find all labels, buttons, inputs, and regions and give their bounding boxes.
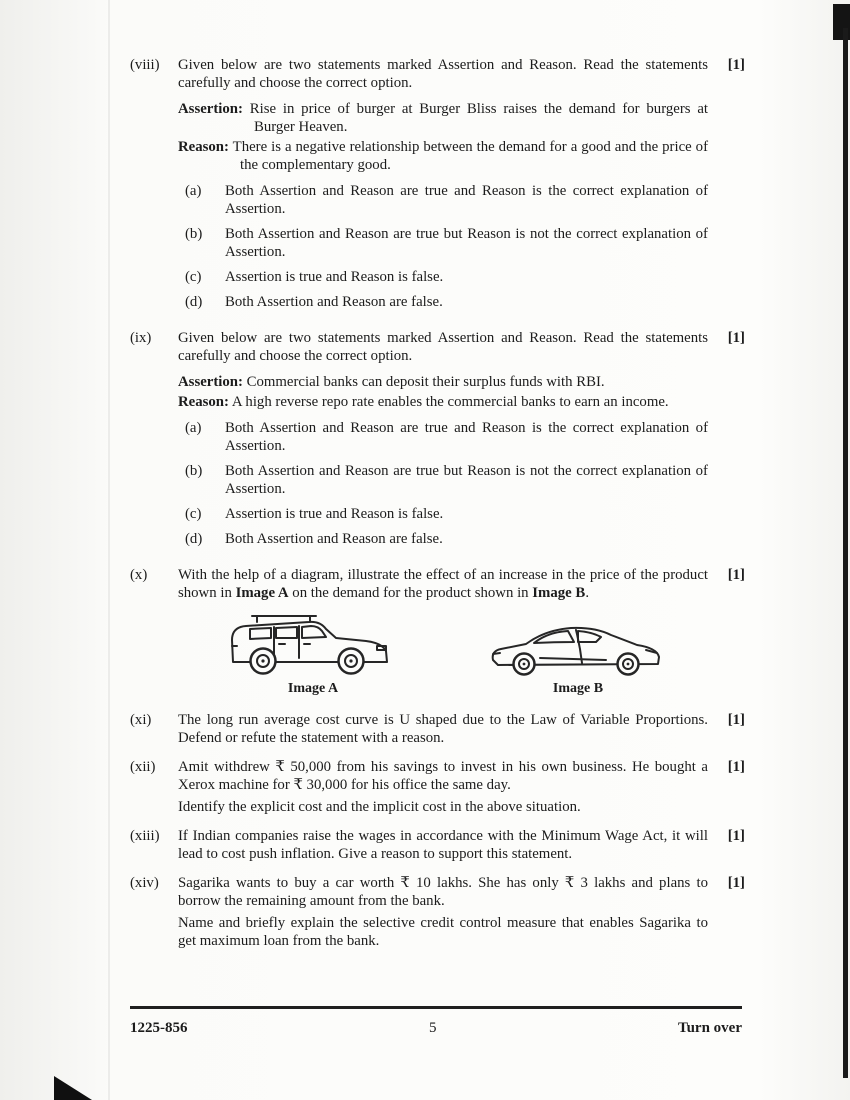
option-text: Both Assertion and Reason are false. xyxy=(225,294,443,310)
assertion-text: Rise in price of burger at Burger Bliss raises the demand for burgers at Burger Heaven. xyxy=(249,101,708,135)
scan-fold-line xyxy=(108,0,110,1100)
question-number: (xi) xyxy=(130,712,152,728)
question-text xyxy=(178,566,708,602)
reason-label: Reason: xyxy=(178,139,229,155)
option-text: Both Assertion and Reason are false. xyxy=(225,531,443,547)
option-label: (d) xyxy=(185,531,203,547)
option-text: Both Assertion and Reason are true and Reason is the correct explanation of Assertion. xyxy=(225,183,708,217)
marks-badge: [1] xyxy=(727,828,745,844)
image-a-reference: Image A xyxy=(235,585,289,601)
question-number: (x) xyxy=(130,567,148,583)
question-text-followup: Name and briefly explain the selective credit control measure that enables Sagarika to get maximum loan from the bank. xyxy=(178,915,708,949)
options-list xyxy=(178,182,708,311)
option-label: (a) xyxy=(185,420,202,436)
question-number: (viii) xyxy=(130,57,160,73)
option-c xyxy=(185,505,708,523)
image-a-caption: Image A xyxy=(287,681,339,696)
question-xiv xyxy=(130,874,745,950)
marks-badge: [1] xyxy=(727,875,745,891)
option-text: Assertion is true and Reason is false. xyxy=(225,506,444,522)
question-number: (xii) xyxy=(130,759,156,775)
scan-artifact-right-edge xyxy=(843,28,848,1078)
question-text-followup: Identify the explicit cost and the implicit cost in the above situation. xyxy=(178,799,581,815)
marks-badge: [1] xyxy=(727,567,745,583)
question-text: If Indian companies raise the wages in accordance with the Minimum Wage Act, it will lead to cost push inflation. Give a reason to support this statement. xyxy=(178,828,708,862)
question-text-part: on the demand for the product shown in xyxy=(288,585,533,601)
marks-badge: [1] xyxy=(727,759,745,775)
option-d xyxy=(185,530,708,548)
option-b xyxy=(185,462,708,498)
option-a xyxy=(185,419,708,455)
reason-label: Reason: xyxy=(178,394,229,410)
question-text: The long run average cost curve is U shaped due to the Law of Variable Proportions. Defend or refute the statement with a reason. xyxy=(178,712,708,746)
paper-code: 1225-856 xyxy=(130,1020,188,1036)
assertion-label: Assertion: xyxy=(178,374,243,390)
option-label: (a) xyxy=(185,183,202,199)
reason-text: There is a negative relationship between the demand for a good and the price of the complementary good. xyxy=(232,139,708,173)
question-images xyxy=(223,610,708,698)
scan-artifact-bottom-left xyxy=(54,1076,92,1100)
question-ix xyxy=(130,329,745,555)
option-a xyxy=(185,182,708,218)
suv-car-illustration xyxy=(223,610,403,676)
question-text: Amit withdrew ₹ 50,000 from his savings to invest in his own business. He bought a Xerox machine for ₹ 30,000 for his office the same day. xyxy=(178,759,708,793)
image-b-figure xyxy=(488,620,668,698)
assertion-text: Commercial banks can deposit their surplus funds with RBI. xyxy=(246,374,605,390)
options-list xyxy=(178,419,708,548)
question-intro: Given below are two statements marked Assertion and Reason. Read the statements carefully and choose the correct option. xyxy=(178,57,708,91)
option-b xyxy=(185,225,708,261)
option-c xyxy=(185,268,708,286)
assertion-line xyxy=(178,373,708,391)
question-text-part: With the help of a diagram, illustrate the effect of an increase in the price of the product shown in xyxy=(178,567,708,601)
marks-badge: [1] xyxy=(727,57,745,73)
question-text: Sagarika wants to buy a car worth ₹ 10 lakhs. She has only ₹ 3 lakhs and plans to borrow the remaining amount from the bank. xyxy=(178,875,708,909)
question-number: (xiv) xyxy=(130,875,159,891)
turn-over-label: Turn over xyxy=(677,1020,742,1036)
question-viii xyxy=(130,56,745,318)
image-b-caption: Image B xyxy=(552,681,604,696)
option-label: (b) xyxy=(185,463,203,479)
question-intro: Given below are two statements marked Assertion and Reason. Read the statements carefully and choose the correct option. xyxy=(178,330,708,364)
option-label: (c) xyxy=(185,269,202,285)
option-d xyxy=(185,293,708,311)
option-text: Assertion is true and Reason is false. xyxy=(225,269,444,285)
image-b-reference: Image B xyxy=(532,585,586,601)
page-number: 5 xyxy=(428,1020,437,1036)
option-label: (c) xyxy=(185,506,202,522)
question-number: (ix) xyxy=(130,330,152,346)
assertion-label: Assertion: xyxy=(178,101,243,117)
image-a-figure xyxy=(223,610,403,698)
option-text: Both Assertion and Reason are true but Reason is not the correct explanation of Assertion. xyxy=(225,226,708,260)
marks-badge: [1] xyxy=(727,330,745,346)
option-label: (b) xyxy=(185,226,203,242)
sports-car-illustration xyxy=(488,620,668,676)
reason-line xyxy=(178,138,708,174)
option-label: (d) xyxy=(185,294,203,310)
reason-line xyxy=(178,393,708,411)
page-footer xyxy=(130,1006,742,1037)
marks-badge: [1] xyxy=(727,712,745,728)
option-text: Both Assertion and Reason are true but Reason is not the correct explanation of Assertion. xyxy=(225,463,708,497)
question-xiii xyxy=(130,827,745,863)
question-paper-content xyxy=(130,56,745,961)
question-xi xyxy=(130,711,745,747)
question-xii xyxy=(130,758,745,816)
reason-text: A high reverse repo rate enables the commercial banks to earn an income. xyxy=(231,394,669,410)
option-text: Both Assertion and Reason are true and Reason is the correct explanation of Assertion. xyxy=(225,420,708,454)
footer-divider xyxy=(130,1006,742,1009)
question-text-part: . xyxy=(585,585,590,601)
question-number: (xiii) xyxy=(130,828,160,844)
assertion-line xyxy=(178,100,708,136)
question-x xyxy=(130,566,745,700)
